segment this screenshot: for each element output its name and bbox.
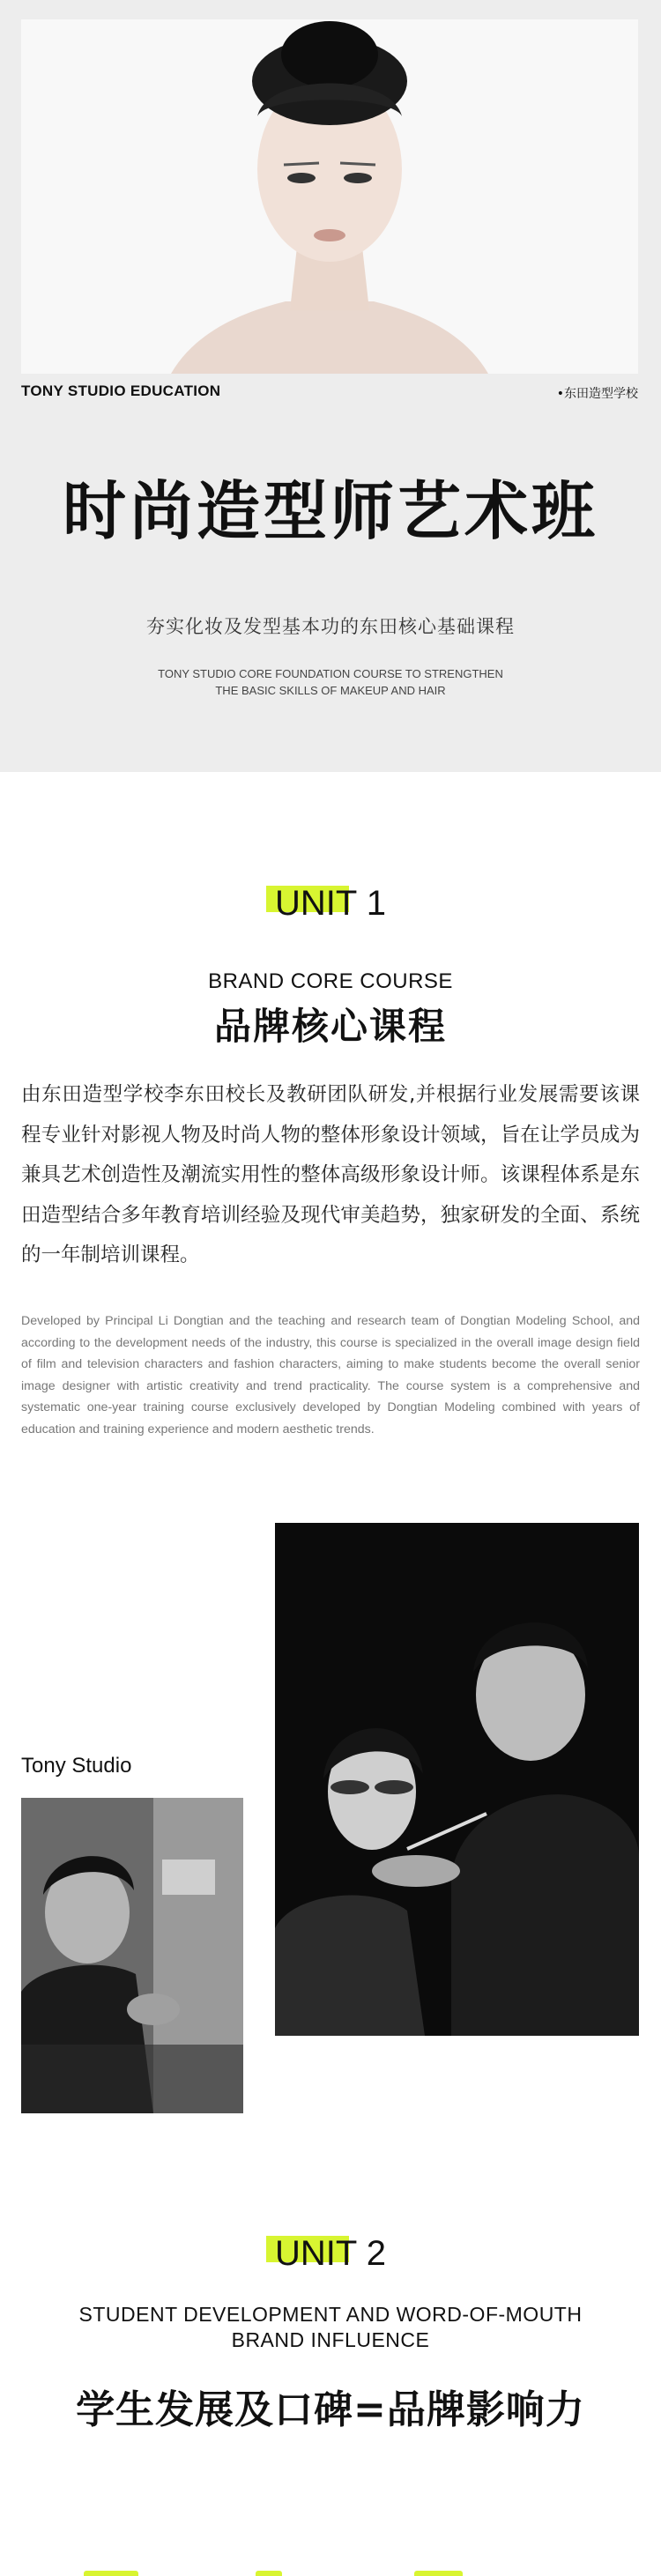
unit-2-en-heading-line-1: STUDENT DEVELOPMENT AND WORD-OF-MOUTH <box>78 2303 583 2326</box>
en-subtitle-line-2: THE BASIC SKILLS OF MAKEUP AND HAIR <box>215 684 446 697</box>
unit-1-body-cn: 由东田造型学校李东田校长及教研团队研发,并根据行业发展需要该课程专业针对影视人物及时尚人物的整体形象设计领域，旨在让学员成为兼具艺术创造性及潮流实用性的整体高级形象设计师。该课程体系是东田造型结合多年教育培训经验及现代审美趋势，独家研发的全面、系统的一年制培训课程。 <box>21 1083 640 1266</box>
studio-label: Tony Studio <box>21 1754 132 1778</box>
unit-1-body-en: Developed by Principal Li Dongtian and the teaching and research team of Dongtian Modeling School, and according to the development needs of the industry, this course is specialized in the overall image design field of film and television characters and fashion characters, aiming to make students become the overall senior image designer with artistic creativity and trend practicality. The course system is a comprehensive and systematic one-year training course exclusively developed by Dongtian Modeling combined with years of education and training experience and modern aesthetic trends. <box>21 1314 640 1436</box>
bottom-accent-strip <box>0 2566 661 2576</box>
unit-1-label: UNIT 1 <box>275 884 386 923</box>
en-subtitle-line-1: TONY STUDIO CORE FOUNDATION COURSE TO STRENGTHEN <box>158 667 503 680</box>
unit-1-cn-heading: 品牌核心课程 <box>213 1005 447 1048</box>
school-label: •东田造型学校 <box>556 387 638 401</box>
page-title: 时尚造型师艺术班 <box>62 474 598 548</box>
en-subtitle <box>0 665 661 699</box>
unit-2-cn-heading: 学生发展及口碑=品牌影响力 <box>76 2387 585 2432</box>
cn-subtitle: 夯实化妆及发型基本功的东田核心基础课程 <box>146 616 515 637</box>
unit-1-badge <box>0 884 661 924</box>
hero-section <box>0 0 661 772</box>
artist-working-image <box>21 1798 243 2113</box>
unit-2-label: UNIT 2 <box>275 2234 386 2273</box>
unit-2-en-heading-line-2: BRAND INFLUENCE <box>231 2328 430 2351</box>
unit-1-en-heading: BRAND CORE COURSE <box>208 969 453 993</box>
makeup-artist-applying-makeup-image <box>275 1523 639 2036</box>
model-portrait-image <box>21 19 638 374</box>
unit-2-badge <box>0 2234 661 2274</box>
edu-label: TONY STUDIO EDUCATION <box>21 382 221 399</box>
unit-2-en-heading <box>0 2302 661 2353</box>
